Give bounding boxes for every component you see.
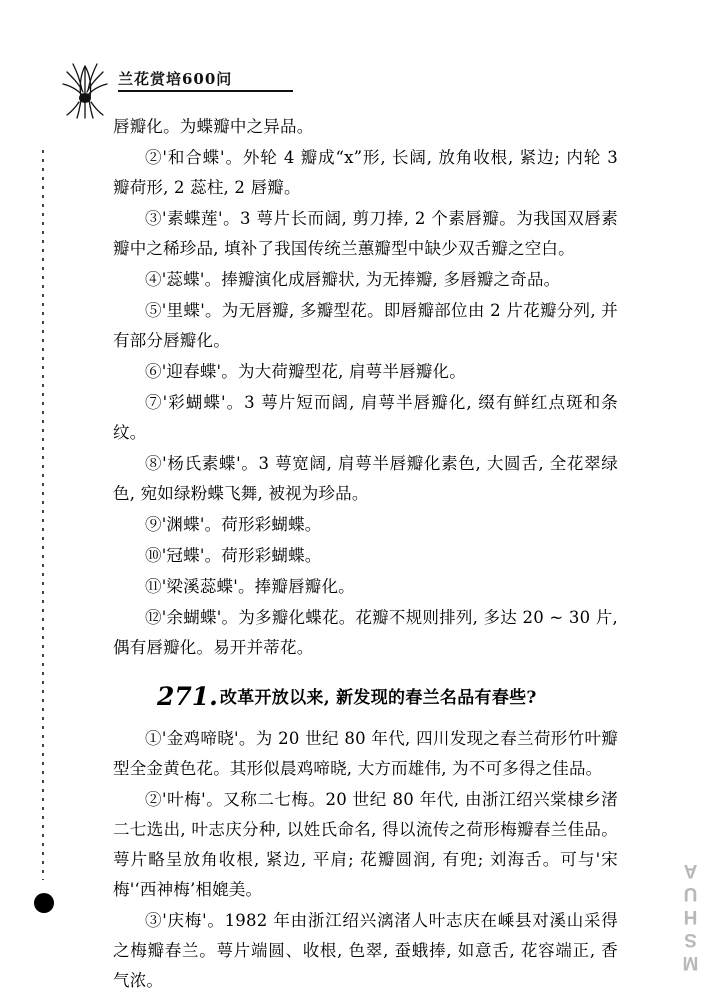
paragraph: 唇瓣化。为蝶瓣中之异品。 [113,117,314,136]
paragraph: ⑦'彩蝴蝶'。3 萼片短而阔, 肩萼半唇瓣化, 缀有鲜红点斑和条纹。 [113,393,618,442]
orchid-sketch-icon [55,58,115,120]
paragraph: ⑫'余蝴蝶'。为多瓣化蝶花。花瓣不规则排列, 多达 20 ~ 30 片, 偶有唇瓣化。易开并蒂花。 [113,608,618,657]
paragraph: ②'和合蝶'。外轮 4 瓣成“x”形, 长阔, 放角收根, 紧边; 内轮 3 瓣荷形, 2 蕊柱, 2 唇瓣。 [113,148,618,197]
running-header [118,68,418,94]
question-heading [113,681,618,714]
question-number: 271. [157,682,218,711]
paragraph: ①'金鸡啼晓'。为 20 世纪 80 年代, 四川发现之春兰荷形竹叶瓣型全金黄色花。其形似晨鸡啼晓, 大方而雄伟, 为不可多得之佳品。 [113,729,618,778]
header-rule [118,90,293,92]
margin-dotted-rule [42,150,44,880]
page-content [113,112,618,997]
paragraph: ③'庆梅'。1982 年由浙江绍兴漓渚人叶志庆在嵊县对溪山采得之梅瓣春兰。萼片端圆、收根, 色翠, 蚕蛾捧, 如意舌, 花容端正, 香气浓。 [113,911,618,990]
paragraph: ④'蕊蝶'。捧瓣演化成唇瓣状, 为无捧瓣, 多唇瓣之奇品。 [145,270,561,289]
paragraph: ⑨'渊蝶'。荷形彩蝴蝶。 [145,515,322,534]
paragraph: ③'素蝶莲'。3 萼片长而阔, 剪刀捧, 2 个素唇瓣。为我国双唇素瓣中之稀珍品, 填补了我国传统兰蕙瓣型中缺少双舌瓣之空白。 [113,209,618,258]
paragraph: ⑪'梁溪蕊蝶'。捧瓣唇瓣化。 [145,577,355,596]
running-title: 兰花赏培600问 [118,70,233,88]
paragraph: ⑩'冠蝶'。荷形彩蝴蝶。 [145,546,322,565]
paragraph: ⑤'里蝶'。为无唇瓣, 多瓣型花。即唇瓣部位由 2 片花瓣分列, 并有部分唇瓣化。 [113,301,618,350]
paragraph: ⑥'迎春蝶'。为大荷瓣型花, 肩萼半唇瓣化。 [145,362,466,381]
paragraph: ⑧'杨氏素蝶'。3 萼宽阔, 肩萼半唇瓣化素色, 大圆舌, 全花翠绿色, 宛如绿粉蝶飞舞, 被视为珍品。 [113,454,618,503]
margin-bullet-dot [34,893,54,913]
watermark: MSHUA [680,858,701,973]
question-text: 改革开放以来, 新发现的春兰名品有春些? [219,688,537,708]
paragraph: ②'叶梅'。又称二七梅。20 世纪 80 年代, 由浙江绍兴棠棣乡渚二七选出, 叶志庆分种, 以姓氏命名, 得以流传之荷形梅瓣春兰佳品。萼片略呈放角收根, 紧边, 平肩; 花瓣圆润, 有兜; 刘海舌。可与'宋梅'‘西神梅’相媲美。 [113,790,618,899]
